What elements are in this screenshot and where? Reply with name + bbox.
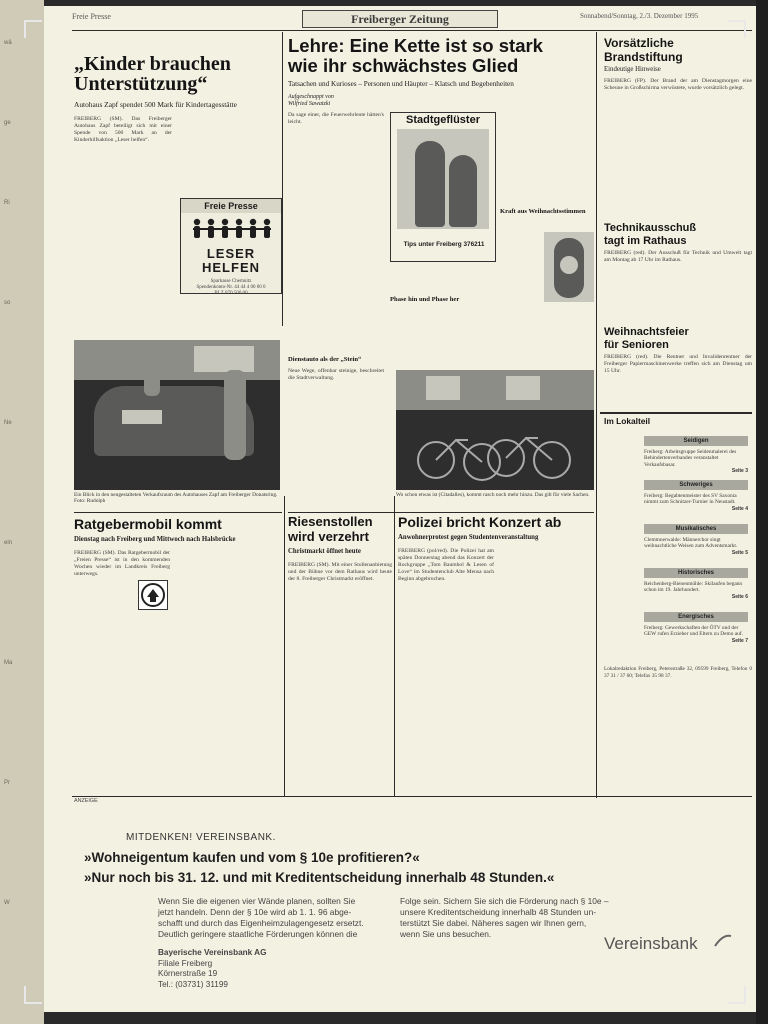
ad-body-line: wenn Sie uns besuchen. bbox=[400, 929, 492, 939]
body-lehre-col3 bbox=[390, 268, 494, 368]
scan-corner-marker bbox=[728, 986, 746, 1004]
vereinsbank-swoosh-icon bbox=[714, 934, 732, 948]
lokalteil-item-page: Seite 3 bbox=[731, 468, 748, 475]
headline-brandstiftung bbox=[604, 36, 752, 64]
subtitle-lehre: Tatsachen und Kurioses – Personen und Häupter – Klatsch und Begebenheiten bbox=[288, 80, 514, 88]
ad-body-left bbox=[158, 896, 388, 940]
photo-car-showroom bbox=[74, 340, 280, 490]
subtitle-riesenstollen: Christmarkt öffnet heute bbox=[288, 548, 361, 555]
headline-lehre bbox=[288, 36, 594, 76]
body-text: FREIBERG (red). Der Ausschuß für Technik und Umwelt tagt am Montag ab 17 Uhr im Rathaus. bbox=[604, 250, 752, 263]
leser-helfen-title bbox=[181, 247, 281, 275]
ad-body-line: schafft und durch das Eigenheimzulagengesetz ersetzt. bbox=[158, 918, 364, 928]
body-text: FREIBERG (red). Die Rentner und Invalidenrentner der Freiberger Papiermaschinenwerke treffen sich am Dienstag um 15 Uhr. bbox=[604, 354, 752, 374]
body-lehre-col4 bbox=[500, 112, 594, 208]
ad-body-line: unsere Kreditentscheidung innerhalb 48 Stunden un- bbox=[400, 907, 597, 917]
headline-polizei: Polizei bricht Konzert ab bbox=[398, 514, 562, 530]
lokalteil-item-head: Musikalisches bbox=[644, 524, 748, 534]
lokalteil-rule bbox=[600, 412, 752, 414]
subhead-kraft: Kraft aus Weihnachtsstimmen bbox=[500, 208, 586, 215]
ad-label: ANZEIGE bbox=[74, 798, 98, 804]
body-text: FREIBERG (FP). Der Brand der am Dienstagmorgen eine Scheune in Großschirma verwüstete, wurde vorsätzlich gelegt. bbox=[604, 78, 752, 91]
headline-technik bbox=[604, 222, 752, 248]
photo-car-caption: Ein Blick in den neugestalteten Verkaufsraum des Autohauses Zapf am Freiberger Donatsring. Foto: Rudolph bbox=[74, 492, 278, 505]
helfen-word: HELFEN bbox=[202, 260, 260, 275]
column-divider bbox=[284, 496, 285, 796]
body-weihnachtsfeier bbox=[604, 354, 752, 408]
lokalteil-item-text: Freiberg: Arbeitsgruppe Seidenmalerei des Behindertenverbandes veranstaltet Verkaufsbasar. bbox=[644, 449, 737, 468]
subtitle-brandstiftung: Eindeutige Hinweise bbox=[604, 66, 661, 73]
lokalteil-head: Im Lokalteil bbox=[604, 416, 651, 426]
lokalteil-item-head: Energisches bbox=[644, 612, 748, 622]
masthead-rule bbox=[72, 30, 752, 31]
ad-headline-1: »Wohneigentum kaufen und vom § 10e profitieren?« bbox=[84, 850, 420, 865]
ad-body-line: jetzt handeln. Denn der § 10e wird ab 1. 1. 96 abge- bbox=[158, 907, 352, 917]
photo-gossip-figures bbox=[397, 129, 489, 229]
lokalteil-item bbox=[644, 480, 748, 512]
ad-separator bbox=[72, 796, 752, 797]
bank-branch: Filiale Freiberg bbox=[158, 958, 213, 968]
body-text: Da sage einer, die Feuerwehrleute hätten's leicht. bbox=[288, 112, 384, 125]
ad-headline-2: »Nur noch bis 31. 12. und mit Kreditentscheidung innerhalb 48 Stunden.« bbox=[84, 870, 555, 885]
scan-corner-marker bbox=[24, 20, 42, 38]
subtitle-polizei: Anwohnerprotest gegen Studentenveranstaltung bbox=[398, 534, 539, 541]
bank-line: Sparkasse Chemnitz bbox=[210, 279, 252, 284]
account-line: Spendenkonto-Nr. 44 44 4 00 00 0 bbox=[196, 285, 266, 290]
section-rule bbox=[74, 512, 282, 513]
body-kinder bbox=[74, 116, 172, 334]
body-text: FREIBERG (SM). Mit einer Stollenanbietung und der Bühne vor dem Rathaus wird heute der 8. Freiberger Christmarkt eröffnet. bbox=[288, 562, 392, 582]
leser-word: LESER bbox=[206, 246, 256, 261]
subtitle-kinder: Autohaus Zapf spendet 500 Mark für Kindertagesstätte bbox=[74, 100, 237, 109]
headline-line: Vorsätzliche bbox=[604, 36, 674, 50]
headline-line: Weihnachtsfeier bbox=[604, 326, 689, 338]
column-divider bbox=[596, 32, 597, 798]
author-lehre bbox=[288, 94, 378, 108]
author-label: Aufgeschnappt von bbox=[288, 94, 334, 100]
stadtgefluester-box bbox=[390, 112, 496, 262]
ad-body-line: Folge sein. Sichern Sie sich die Förderung nach § 10e – bbox=[400, 896, 609, 906]
headline-line: Unterstützung“ bbox=[74, 73, 208, 95]
headline-line: Brandstiftung bbox=[604, 50, 683, 64]
headline-riesenstollen bbox=[288, 514, 394, 544]
lokalteil-item-text: Clemmnerwalde: Männerchor singt weihnachtliche Weisen zum Adventsmarkt. bbox=[644, 537, 738, 550]
lokalteil-item bbox=[644, 524, 748, 556]
lokalteil-item-page: Seite 5 bbox=[731, 549, 748, 556]
leser-helfen-box bbox=[180, 198, 282, 294]
ad-body-line: Deutlich geringere staatliche Förderungen können die bbox=[158, 929, 358, 939]
headline-line: Lehre: Eine Kette ist so stark bbox=[288, 35, 543, 56]
body-text: FREIBERG (SM). Das Ratgebermobil der „Freien Presse“ ist in den kommenden Wochen wieder im Landkreis Freiberg unterwegs. bbox=[74, 550, 170, 577]
leser-helfen-account bbox=[185, 279, 277, 297]
headline-line: Technikausschuß bbox=[604, 222, 697, 234]
lokalteil-item-text: Freiberg: Gewerkschaften der ÖTV und der GEW rufen Erzieher und Eltern zu Demo auf. bbox=[644, 625, 743, 638]
lokalteil-item-text: Reichenberg-Bienenmühle: Skilaufen begann schon im 19. Jahrhundert. bbox=[644, 581, 743, 594]
ad-body-line: Wenn Sie die eigenen vier Wände planen, sollten Sie bbox=[158, 896, 356, 906]
lokalteil-item-text: Freiberg: Begabtenmeister des SV Saxonia nimmt zum Schnitzer-Turnier in Neustadt. bbox=[644, 493, 737, 506]
column-divider bbox=[394, 496, 395, 796]
body-text: FREIBERG (SM). Das Freiberger Autohaus Zapf beteiligt sich mit einer Spende von 500 Mark an der Kinderhilfsaktion „Leser helfen“. bbox=[74, 116, 172, 143]
lokalteil-item-page: Seite 7 bbox=[731, 637, 748, 644]
scan-corner-marker bbox=[24, 986, 42, 1004]
lokalteil-item-head: Seidigen bbox=[644, 436, 748, 446]
ad-body-line: terstützt Sie dabei. Näheres sagen wir Ihnen gern, bbox=[400, 918, 587, 928]
subtitle-ratgeber: Dienstag nach Freiberg und Mittwoch nach Halsbrücke bbox=[74, 536, 236, 543]
body-technik bbox=[604, 250, 752, 322]
lokalteil-item-head: Schweriges bbox=[644, 480, 748, 490]
headline-line: wie ihr schwächstes Glied bbox=[288, 55, 519, 76]
newspaper-page bbox=[44, 6, 756, 1012]
lokalteil-item-page: Seite 6 bbox=[731, 593, 748, 600]
headline-weihnachtsfeier bbox=[604, 326, 752, 352]
photo-bikes-caption: Wo schon etwas ist (Citadalles), kommt rasch noch mehr hinzu. Das gilt für viele Sachen. bbox=[396, 492, 590, 498]
body-polizei-col2 bbox=[500, 548, 594, 796]
lokalteil-item bbox=[644, 568, 748, 600]
headline-line: wird verzehrt bbox=[288, 529, 369, 544]
body-text: Neue Wege, offenbar steinige, beschreitet die Stadtverwaltung. bbox=[288, 368, 384, 381]
vereinsbank-logo bbox=[604, 934, 744, 958]
lokalteil-item-page: Seite 4 bbox=[731, 505, 748, 512]
ad-body-right bbox=[400, 896, 632, 940]
headline-line: Riesenstollen bbox=[288, 514, 373, 529]
lokalteil-item-head: Historisches bbox=[644, 568, 748, 578]
photo-santa bbox=[544, 232, 594, 302]
headline-line: „Kinder brauchen bbox=[74, 53, 231, 75]
bank-phone: Tel.: (03731) 31199 bbox=[158, 979, 228, 989]
lokalteil-item bbox=[644, 436, 748, 474]
bank-name: Bayerische Vereinsbank AG bbox=[158, 948, 267, 957]
adjacent-page-strip: wä ge Ri so Ne ein Ma Pr W bbox=[0, 0, 44, 1024]
body-text: FREIBERG (pol/red). Die Polizei hat am späten Donnerstag abend das Konzert der Rockgruppe „Tom Baumhol & Lesen of Love“ im Studentenclub Alte Mensa nach Beginn abgebrochen. bbox=[398, 548, 494, 582]
body-polizei-col1 bbox=[398, 548, 494, 796]
impressum: Lokalredaktion Freiberg, Petersstraße 32, 09599 Freiberg, Telefon 0 37 31 / 37 60; Telefax 35 98 37. bbox=[604, 666, 752, 679]
blz-line: BLZ 870 500 00 bbox=[214, 291, 248, 296]
headline-line: tagt im Rathaus bbox=[604, 235, 687, 247]
vereinsbank-logo-text: Vereinsbank bbox=[604, 934, 698, 953]
bank-street: Körnerstraße 19 bbox=[158, 969, 218, 978]
lokalteil-item bbox=[644, 612, 748, 644]
headline-kinder bbox=[74, 54, 284, 94]
ratgeber-logo-icon bbox=[138, 580, 168, 610]
body-brandstiftung bbox=[604, 78, 752, 216]
body-lehre-col2 bbox=[288, 368, 384, 492]
author-name: Wilfried Sawatzki bbox=[288, 101, 331, 108]
section-rule bbox=[288, 512, 594, 513]
subhead-phase: Phase hin und Phase her bbox=[390, 296, 460, 303]
body-lehre-col1 bbox=[288, 112, 384, 350]
ad-address bbox=[158, 948, 358, 990]
body-kinder-col2 bbox=[180, 116, 280, 194]
body-riesenstollen bbox=[288, 562, 392, 796]
headline-ratgeber: Ratgebermobil kommt bbox=[74, 516, 222, 532]
stadtgefluester-head: Stadtgeflüster bbox=[406, 114, 480, 126]
body-ratgeber-col2 bbox=[176, 550, 282, 794]
background-edge bbox=[756, 0, 768, 1024]
leser-helfen-head: Freie Presse bbox=[181, 199, 281, 213]
scan-corner-marker bbox=[728, 20, 746, 38]
masthead-paper-name: Freie Presse bbox=[72, 12, 111, 21]
headline-line: für Senioren bbox=[604, 339, 669, 351]
subhead-dienstauto: Dienstauto als der „Stein“ bbox=[288, 356, 362, 363]
masthead-date: Sonnabend/Sonntag, 2./3. Dezember 1995 bbox=[580, 12, 699, 20]
ad-tagline: MITDENKEN! VEREINSBANK. bbox=[126, 832, 276, 843]
stadtgefluester-tip: Tips unter Freiberg 376211 bbox=[403, 241, 485, 248]
masthead-title: Freiberger Zeitung bbox=[302, 10, 498, 28]
photo-bicycles bbox=[396, 370, 594, 490]
people-chain-icon bbox=[189, 217, 275, 243]
